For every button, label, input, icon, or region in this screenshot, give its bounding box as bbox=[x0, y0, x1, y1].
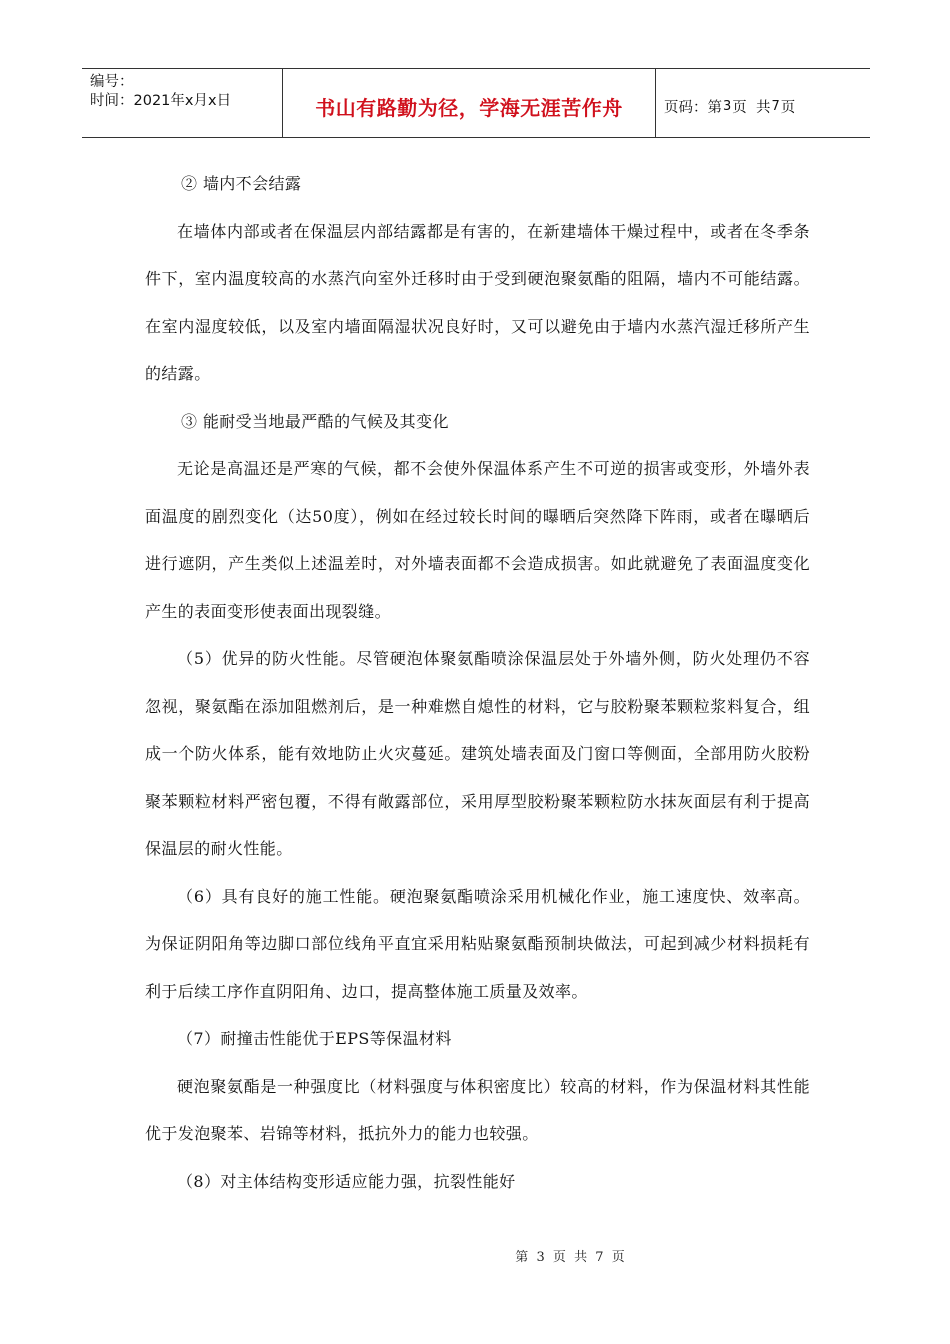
page-label-prefix: 页码：第 bbox=[664, 99, 722, 116]
page-header bbox=[82, 68, 870, 138]
paragraph-condensation: 在墙体内部或者在保温层内部结露都是有害的，在新建墙体干燥过程中，或者在冬季条件下，室内温度较高的水蒸汽向室外迁移时由于受到硬泡聚氨酯的阻隔，墙内不可能结露。在室内湿度较低，以及室内墙面隔湿状况良好时，又可以避免由于墙内水蒸汽湿迁移所产生的结露。 bbox=[145, 221, 810, 383]
subheading-impact-resistance: （7）耐撞击性能优于EPS等保温材料 bbox=[177, 1029, 452, 1048]
subheading-deformation: （8）对主体结构变形适应能力强，抗裂性能好 bbox=[177, 1171, 516, 1191]
subheading-climate: ③ 能耐受当地最严酷的气候及其变化 bbox=[181, 411, 449, 431]
header-page-number bbox=[656, 69, 870, 137]
paragraph-construction-performance: （6）具有良好的施工性能。硬泡聚氨酯喷涂采用机械化作业，施工速度快、效率高。为保证阴阳角等边脚口部位线角平直宜采用粘贴聚氨酯预制块做法，可起到减少材料损耗有利于后续工序作直阴阳角、边口，提高整体施工质量及效率。 bbox=[145, 886, 810, 1001]
date-label: 时间：2021年x月x日 bbox=[90, 93, 232, 109]
footer-mid: 页 共 bbox=[552, 1250, 588, 1265]
page-label-mid: 页 共 bbox=[732, 99, 771, 116]
paragraph-impact-resistance: 硬泡聚氨酯是一种强度比（材料强度与体积密度比）较高的材料，作为保温材料其性能优于发泡聚苯、岩锦等材料，抵抗外力的能力也较强。 bbox=[145, 1076, 810, 1143]
subheading-no-condensation: ② 墙内不会结露 bbox=[181, 174, 302, 193]
footer-current: 3 bbox=[536, 1250, 545, 1265]
paragraph-fire-performance: （5）优异的防火性能。尽管硬泡体聚氨酯喷涂保温层处于外墙外侧，防火处理仍不容忽视，聚氨酯在添加阻燃剂后，是一种难燃自熄性的材料，它与胶粉聚苯颗粒浆料复合，组成一个防火体系，能有效地防止火灾蔓延。建筑处墙表面及门窗口等侧面，全部用防火胶粉聚苯颗粒材料严密包覆，不得有敞露部位，采用厚型胶粉聚苯颗粒防水抹灰面层有利于提高保温层的耐火性能。 bbox=[145, 649, 810, 858]
paragraph-climate: 无论是高温还是严寒的气候，都不会使外保温体系产生不可逆的损害或变形，外墙外表面温度的剧烈变化（达50度），例如在经过较长时间的曝晒后突然降下阵雨，或者在曝晒后进行遮阴，产生类似上述温差时，对外墙表面都不会造成损害。如此就避免了表面温度变化产生的表面变形使表面出现裂缝。 bbox=[145, 459, 810, 621]
footer-suffix: 页 bbox=[611, 1250, 625, 1265]
header-meta bbox=[82, 69, 283, 137]
page-footer bbox=[0, 1246, 950, 1265]
serial-label: 编号： bbox=[90, 74, 134, 90]
document-body bbox=[145, 160, 810, 1205]
page-current: 3 bbox=[723, 98, 732, 114]
footer-total: 7 bbox=[595, 1250, 604, 1265]
header-motto: 书山有路勤为径，学海无涯苦作舟 bbox=[283, 69, 656, 137]
page-total: 7 bbox=[771, 98, 780, 114]
page-label-suffix: 页 bbox=[780, 99, 796, 116]
footer-prefix: 第 bbox=[515, 1250, 529, 1265]
